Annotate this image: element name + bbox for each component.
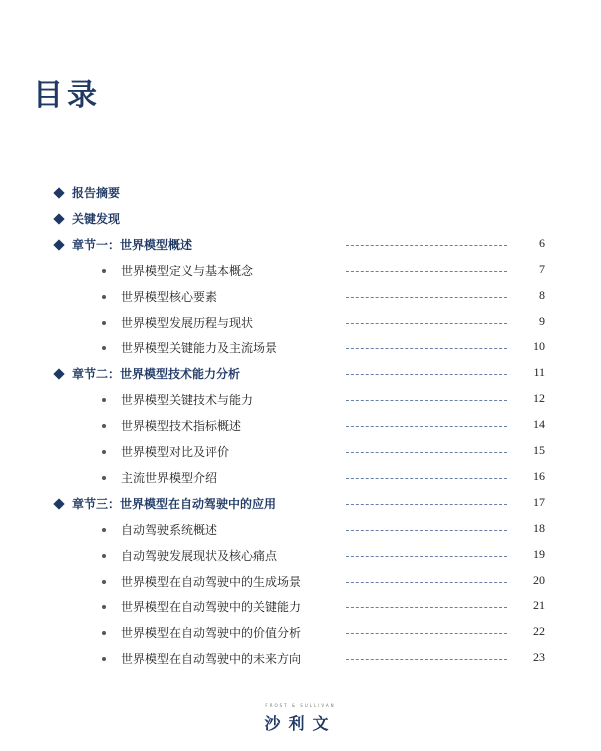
toc-entry-label: 章节三：世界模型在自动驾驶中的应用 — [72, 497, 277, 511]
dot-bullet-icon — [102, 346, 106, 350]
toc-entry-label: 世界模型定义与基本概念 — [121, 264, 254, 278]
toc-entry-label: 自动驾驶发展现状及核心痛点 — [121, 549, 278, 563]
toc-heading-row[interactable] — [0, 184, 601, 204]
leader-line — [346, 530, 507, 531]
dot-bullet-icon — [102, 605, 106, 609]
toc-subentry-row[interactable] — [0, 417, 601, 437]
toc-subentry-row[interactable] — [0, 314, 601, 334]
dot-bullet-icon — [102, 321, 106, 325]
toc-subentry-row[interactable] — [0, 469, 601, 489]
toc-page-number: 18 — [533, 521, 545, 535]
leader-line — [346, 556, 507, 557]
dot-bullet-icon — [102, 631, 106, 635]
toc-heading-row[interactable] — [0, 210, 601, 230]
toc-entry-label: 世界模型关键能力及主流场景 — [121, 341, 278, 355]
leader-line — [346, 426, 507, 427]
toc-entry-label: 世界模型在自动驾驶中的价值分析 — [121, 626, 302, 640]
footer-tagline: FROST & SULLIVAN — [265, 703, 336, 708]
toc-subentry-row[interactable] — [0, 391, 601, 411]
toc-subentry-row[interactable] — [0, 573, 601, 593]
leader-line — [346, 374, 507, 375]
toc-subentry-row[interactable] — [0, 598, 601, 618]
toc-page-number: 21 — [533, 598, 545, 612]
toc-entry-label: 章节一：世界模型概述 — [72, 238, 193, 252]
toc-entry-label: 世界模型关键技术与能力 — [121, 393, 254, 407]
leader-line — [346, 607, 507, 608]
toc-entry-label: 章节二：世界模型技术能力分析 — [72, 367, 241, 381]
toc-entry-label: 关键发现 — [72, 212, 121, 226]
toc-entry-label: 报告摘要 — [72, 186, 121, 200]
dot-bullet-icon — [102, 269, 106, 273]
toc-subentry-row[interactable] — [0, 650, 601, 670]
toc-entry-label: 世界模型在自动驾驶中的未来方向 — [121, 652, 302, 666]
leader-line — [346, 271, 507, 272]
leader-line — [346, 452, 507, 453]
dot-bullet-icon — [102, 476, 106, 480]
toc-entry-label: 世界模型核心要素 — [121, 290, 218, 304]
dot-bullet-icon — [102, 528, 106, 532]
toc-entry-label: 世界模型技术指标概述 — [121, 419, 242, 433]
toc-page-number: 8 — [539, 288, 545, 302]
leader-line — [346, 323, 507, 324]
toc-page-number: 7 — [539, 262, 545, 276]
toc-entry-label: 世界模型在自动驾驶中的生成场景 — [121, 575, 302, 589]
leader-line — [346, 478, 507, 479]
toc-page-number: 23 — [533, 650, 545, 664]
toc-page-number: 22 — [533, 624, 545, 638]
toc-entry-label: 世界模型在自动驾驶中的关键能力 — [121, 600, 302, 614]
dot-bullet-icon — [102, 657, 106, 661]
diamond-bullet-icon — [53, 187, 64, 198]
leader-line — [346, 633, 507, 634]
toc-page-number: 9 — [539, 314, 545, 328]
toc-page-number: 17 — [533, 495, 545, 509]
toc-subentry-row[interactable] — [0, 262, 601, 282]
toc-subentry-row[interactable] — [0, 288, 601, 308]
leader-line — [346, 659, 507, 660]
toc-page-number: 19 — [533, 547, 545, 561]
footer-brand-name: 沙利文 — [264, 714, 337, 733]
leader-line — [346, 297, 507, 298]
leader-line — [346, 400, 507, 401]
dot-bullet-icon — [102, 554, 106, 558]
diamond-bullet-icon — [53, 239, 64, 250]
toc-subentry-row[interactable] — [0, 624, 601, 644]
toc-entry-label: 自动驾驶系统概述 — [121, 523, 218, 537]
toc-page-number: 10 — [533, 339, 545, 353]
footer-logo — [0, 703, 601, 734]
diamond-bullet-icon — [53, 213, 64, 224]
toc-page-number: 20 — [533, 573, 545, 587]
dot-bullet-icon — [102, 450, 106, 454]
toc-page-number: 15 — [533, 443, 545, 457]
toc-page-number: 16 — [533, 469, 545, 483]
toc-heading-row[interactable] — [0, 495, 601, 515]
toc-page-number: 11 — [533, 365, 545, 379]
toc-entry-label: 世界模型发展历程与现状 — [121, 316, 254, 330]
toc-entry-label: 主流世界模型介绍 — [121, 471, 218, 485]
toc-subentry-row[interactable] — [0, 521, 601, 541]
leader-line — [346, 245, 507, 246]
dot-bullet-icon — [102, 295, 106, 299]
dot-bullet-icon — [102, 398, 106, 402]
toc-page-number: 6 — [539, 236, 545, 250]
toc-entry-label: 世界模型对比及评价 — [121, 445, 230, 459]
leader-line — [346, 582, 507, 583]
diamond-bullet-icon — [53, 498, 64, 509]
toc-heading-row[interactable] — [0, 236, 601, 256]
toc-page-number: 14 — [533, 417, 545, 431]
toc-heading-row[interactable] — [0, 365, 601, 385]
dot-bullet-icon — [102, 424, 106, 428]
page-title: 目录 — [33, 78, 101, 113]
dot-bullet-icon — [102, 580, 106, 584]
diamond-bullet-icon — [53, 368, 64, 379]
toc-subentry-row[interactable] — [0, 443, 601, 463]
toc-page-number: 12 — [533, 391, 545, 405]
toc-subentry-row[interactable] — [0, 339, 601, 359]
toc-subentry-row[interactable] — [0, 547, 601, 567]
leader-line — [346, 504, 507, 505]
leader-line — [346, 348, 507, 349]
